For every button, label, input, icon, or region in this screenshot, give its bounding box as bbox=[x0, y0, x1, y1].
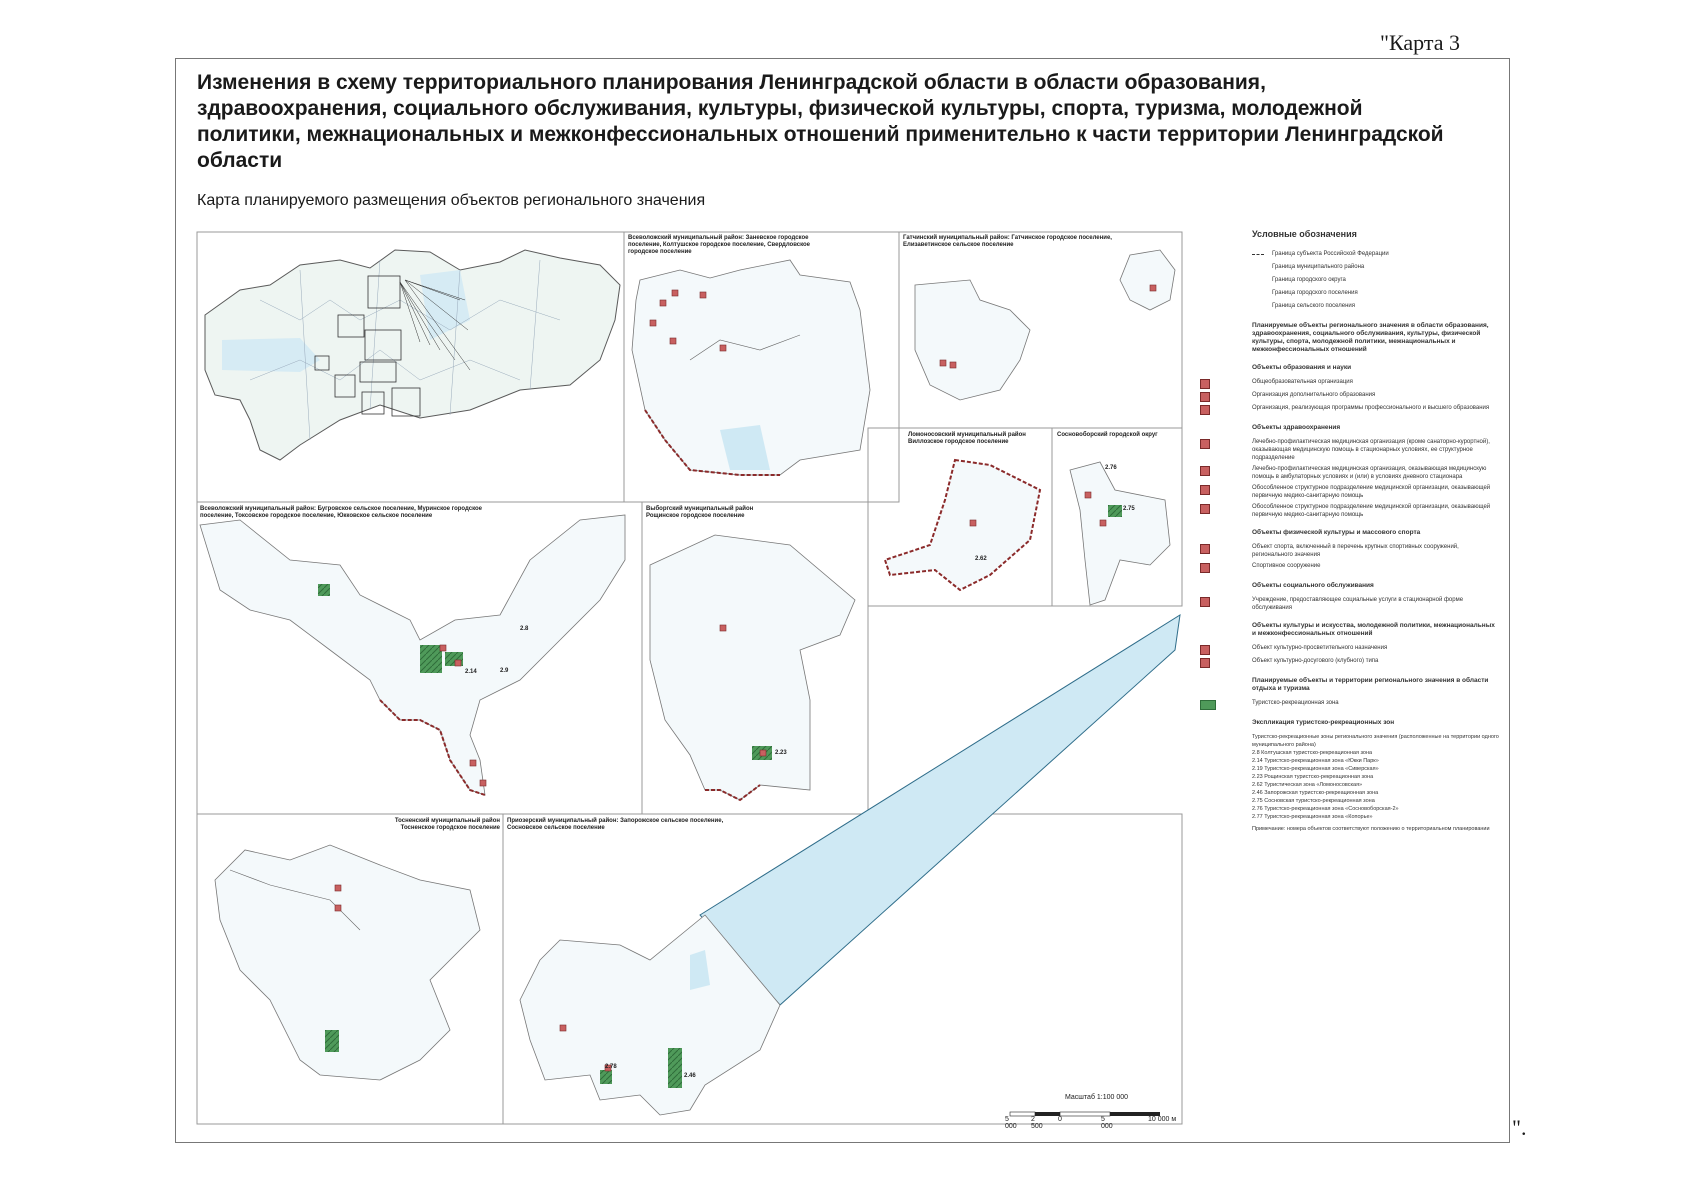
legend-explication-item: 2.14 Туристско-рекреационная зона «Юкки Парк» bbox=[1252, 758, 1379, 764]
legend-item: Организация дополнительного образования bbox=[1200, 391, 1500, 401]
label-vyborg-a: 2.23 bbox=[775, 750, 787, 756]
label-priozersk-a: 2.78 bbox=[605, 1064, 617, 1070]
sosnovy-bor-map bbox=[1070, 462, 1170, 605]
label-sosnovy-b: 2.75 bbox=[1123, 506, 1135, 512]
square-icon bbox=[1200, 597, 1210, 607]
legend-explication-item: 2.77 Туристско-рекреационная зона «Копорье» bbox=[1252, 814, 1373, 820]
square-icon bbox=[1200, 439, 1210, 449]
legend-explication-title: Экспликация туристско-рекреационных зон bbox=[1252, 719, 1395, 726]
scale-tick: 2 500 bbox=[1031, 1116, 1043, 1130]
panel-caption-sosnovy-bor: Сосновоборский городской округ bbox=[1057, 432, 1158, 438]
panel-caption-vsevolozhsk-bottom: Всеволожский муниципальный район: Бугровское сельское поселение, Муринское городское поселение, Токсовское городское поселение, Юкковское сельское поселение bbox=[200, 506, 483, 519]
vyborg-map bbox=[650, 535, 855, 800]
gatchina-map bbox=[915, 250, 1175, 400]
panel-caption-vsevolozhsk-top: Всеволожский муниципальный район: Заневское городское поселение, Колтушское городское поселение, Свердловское городское поселение bbox=[628, 235, 811, 255]
legend-boundary-row: Граница муниципального района bbox=[1272, 264, 1365, 270]
square-icon bbox=[1200, 544, 1210, 554]
overview-map bbox=[205, 250, 620, 460]
legend-boundary-row: Граница городского округа bbox=[1272, 277, 1346, 283]
vsevolozhsk-top-map bbox=[632, 260, 870, 475]
legend-education-title: Объекты образования и науки bbox=[1252, 364, 1352, 371]
legend-explication-item: 2.76 Туристско-рекреационная зона «Сосновоборская-2» bbox=[1252, 806, 1399, 812]
square-icon bbox=[1200, 466, 1210, 476]
legend-item: Общеобразовательная организация bbox=[1200, 378, 1500, 388]
legend-item: Лечебно-профилактическая медицинская организация (кроме санаторно-курортной), оказывающая медицинскую помощь в стационарных условиях, ее структурное подразделение bbox=[1200, 438, 1500, 462]
legend-explication-item: 2.62 Туристическая зона «Ломоносовская» bbox=[1252, 782, 1363, 788]
legend-culture-title: Объекты культуры и искусства, молодежной политики, межнациональных и межконфессиональных отношений bbox=[1252, 622, 1495, 637]
map-subtitle: Карта планируемого размещения объектов регионального значения bbox=[197, 192, 706, 209]
legend-sport-title: Объекты физической культуры и массового спорта bbox=[1252, 529, 1421, 536]
legend bbox=[1200, 230, 1500, 833]
legend-item: Спортивное сооружение bbox=[1200, 562, 1500, 572]
legend-item: Объект спорта, включенный в перечень крупных спортивных сооружений, регионального значения bbox=[1200, 543, 1500, 559]
square-icon bbox=[1200, 392, 1210, 402]
panel-caption-gatchina: Гатчинский муниципальный район: Гатчинское городское поселение, Елизаветинское сельское поселение bbox=[903, 235, 1112, 248]
scale-tick: 10 000 м bbox=[1148, 1116, 1177, 1123]
lomonosov-map bbox=[885, 460, 1040, 590]
vsevolozhsk-bottom-map bbox=[200, 515, 625, 795]
legend-social-title: Объекты социального обслуживания bbox=[1252, 582, 1374, 589]
label-priozersk-b: 2.46 bbox=[684, 1073, 696, 1079]
tosno-map bbox=[215, 845, 480, 1080]
legend-explication-sub: Туристско-рекреационные зоны регионального значения (расположенные на территории одного муниципального района) bbox=[1252, 734, 1499, 748]
legend-explication-item: 2.23 Рощинская туристско-рекреационная зона bbox=[1252, 774, 1374, 780]
legend-boundary-row: Граница субъекта Российской Федерации bbox=[1200, 250, 1500, 260]
scale-title: Масштаб 1:100 000 bbox=[1065, 1094, 1129, 1101]
panel-caption-tosno: Тосненский муниципальный район Тосненское городское поселение bbox=[394, 818, 500, 831]
legend-explication-item: 2.75 Сосновская туристско-рекреационная зона bbox=[1252, 798, 1375, 804]
label-vsev-a: 2.8 bbox=[520, 626, 529, 632]
label-lomonosov-a: 2.62 bbox=[975, 556, 987, 562]
square-icon bbox=[1200, 563, 1210, 573]
square-icon bbox=[1200, 645, 1210, 655]
legend-tourism-title: Планируемые объекты и территории регионального значения в области отдыха и туризма bbox=[1252, 677, 1489, 692]
closing-quote: ". bbox=[1512, 1115, 1527, 1140]
scale-tick: 5 000 bbox=[1005, 1116, 1017, 1130]
legend-boundary-row: Граница сельского поселения bbox=[1272, 303, 1356, 309]
page-label: "Карта 3 bbox=[1380, 30, 1460, 55]
square-icon bbox=[1200, 485, 1210, 495]
panel-caption-lomonosov: Ломоносовский муниципальный район Виллозское городское поселение bbox=[908, 432, 1026, 445]
label-vsev-c: 2.9 bbox=[500, 668, 509, 674]
legend-boundary-row: Граница городского поселения bbox=[1272, 290, 1358, 296]
square-icon bbox=[1200, 405, 1210, 415]
panel-caption-priozersk: Приозерский муниципальный район: Запорожское сельское поселение, Сосновское сельское поселение bbox=[507, 818, 724, 831]
legend-health-title: Объекты здравоохранения bbox=[1252, 424, 1341, 431]
legend-item: Обособленное структурное подразделение медицинской организации, оказывающей первичную медико-санитарную помощь bbox=[1200, 484, 1500, 500]
scale-tick: 5 000 bbox=[1101, 1116, 1113, 1130]
label-sosnovy-a: 2.76 bbox=[1105, 465, 1117, 471]
legend-item: Объект культурно-просветительного назначения bbox=[1200, 644, 1500, 654]
square-icon bbox=[1200, 658, 1210, 668]
legend-title: Условные обозначения bbox=[1252, 229, 1357, 239]
legend-explication-item: 2.19 Туристско-рекреационная зона «Сиверская» bbox=[1252, 766, 1379, 772]
priozersk-map bbox=[520, 615, 1180, 1115]
square-icon bbox=[1200, 379, 1210, 389]
square-icon bbox=[1200, 504, 1210, 514]
legend-item: Учреждение, предоставляющее социальные услуги в стационарной форме обслуживания bbox=[1200, 596, 1500, 612]
legend-explication-item: 2.46 Запорожская туристско-рекреационная зона bbox=[1252, 790, 1379, 796]
map-title: Изменения в схему территориального планирования Ленинградской области в области образования, здравоохранения, социального обслуживания, культуры, физической культуры, спорта, туризма, молодежной политики, межнациональных и межконфессиональных отношений применительно к части территории Ленинградской области bbox=[197, 71, 1444, 172]
legend-item: Туристско-рекреационная зона bbox=[1200, 699, 1500, 709]
legend-item: Организация, реализующая программы профессионального и высшего образования bbox=[1200, 404, 1500, 414]
legend-planned-title: Планируемые объекты регионального значения в области образования, здравоохранения, социального обслуживания, культуры, физической культуры, спорта, молодежной политики, межнациональных и межконфессиональных отношений bbox=[1252, 322, 1489, 353]
panel-caption-vyborg: Выборгский муниципальный район Рощинское городское поселение bbox=[646, 506, 754, 519]
label-vsev-b: 2.14 bbox=[465, 669, 477, 675]
scale-tick: 0 bbox=[1058, 1116, 1062, 1123]
legend-item: Обособленное структурное подразделение медицинской организации, оказывающей первичную медико-санитарную помощь bbox=[1200, 503, 1500, 519]
legend-explication-item: 2.8 Колтушская туристско-рекреационная зона bbox=[1252, 750, 1373, 756]
legend-note: Примечание: номера объектов соответствуют положению о территориальном планировании bbox=[1252, 826, 1490, 832]
legend-item: Объект культурно-досугового (клубного) типа bbox=[1200, 657, 1500, 667]
hatched-area-icon bbox=[1200, 700, 1216, 710]
legend-item: Лечебно-профилактическая медицинская организация, оказывающая медицинскую помощь в амбулаторных условиях и (или) в условиях дневного стационара bbox=[1200, 465, 1500, 481]
